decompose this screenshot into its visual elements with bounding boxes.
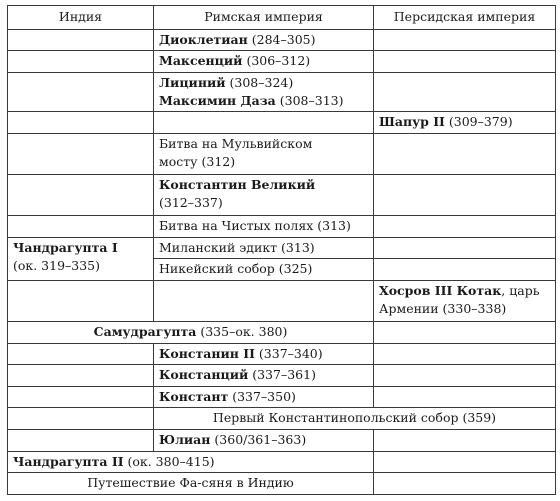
ruler-name: Чандрагупта I (13, 239, 118, 255)
ruler-years: (306–312) (242, 53, 311, 69)
cell-persia (374, 280, 556, 321)
cell-rome (154, 29, 374, 51)
ruler-years: (335–ок. 380) (196, 323, 288, 339)
cell-india (8, 343, 154, 365)
ruler-line (159, 92, 368, 110)
ruler-name: Самудрагупта (93, 323, 197, 339)
table-row (8, 451, 556, 473)
cell-rome (154, 280, 374, 321)
cell-india (8, 112, 154, 134)
cell-india (8, 215, 154, 237)
ruler-name: Юлиан (159, 432, 211, 447)
ruler-name: Лициний (159, 74, 226, 90)
table-row (8, 343, 556, 365)
table-row (8, 473, 556, 495)
table-row (8, 386, 556, 408)
cell-rome: Битва на Чистых полях (313) (154, 215, 374, 237)
cell-rome: Никейский собор (325) (154, 259, 374, 281)
cell-india (8, 430, 154, 452)
table-header-row (8, 6, 556, 30)
ruler-years: (337–350) (228, 388, 296, 404)
cell-persia (374, 451, 556, 473)
cell-rome (154, 51, 374, 73)
cell-india (8, 386, 154, 408)
header-rome: Римская империя (154, 6, 374, 30)
cell-india (8, 280, 154, 321)
ruler-line (159, 74, 368, 92)
table-row (8, 430, 556, 452)
cell-india (8, 365, 154, 387)
ruler-years: (337–340) (254, 345, 323, 361)
table-row (8, 72, 556, 111)
cell-india-rome (8, 451, 374, 473)
ruler-name: Шапур II (379, 114, 445, 129)
table-row (8, 133, 556, 174)
ruler-years: (312–337) (159, 194, 223, 210)
cell-rome (154, 133, 374, 174)
ruler-name: Констант (159, 388, 229, 404)
cell-rome (154, 386, 374, 408)
cell-india (8, 133, 154, 174)
ruler-years: (ок. 319–335) (13, 257, 101, 273)
table-row (8, 321, 556, 343)
cell-persia (374, 343, 556, 365)
ruler-years: (308–313) (275, 92, 344, 108)
cell-persia (374, 51, 556, 73)
cell-rome (154, 174, 374, 215)
ruler-name: Констанин II (159, 345, 255, 361)
ruler-name: Констанций (159, 367, 249, 383)
ruler-name: Чандрагупта II (13, 453, 124, 469)
cell-india (8, 174, 154, 215)
cell-persia (374, 215, 556, 237)
cell-india (8, 51, 154, 73)
cell-rome (154, 365, 374, 387)
event-line: Битва на Мульвийском (159, 135, 313, 151)
ruler-years: (284–305) (247, 31, 316, 47)
table-row (8, 174, 556, 215)
cell-persia (374, 386, 556, 408)
cell-persia (374, 473, 556, 495)
cell-rome: Миланский эдикт (313) (154, 237, 374, 259)
cell-rome (154, 112, 374, 134)
cell-persia (374, 72, 556, 111)
ruler-line (159, 176, 368, 194)
cell-rome (154, 72, 374, 111)
cell-india (8, 408, 154, 430)
ruler-years: (309–379) (444, 114, 513, 129)
table-row (8, 237, 556, 259)
table-row (8, 365, 556, 387)
table-row (8, 29, 556, 51)
cell-persia (374, 174, 556, 215)
cell-rome (154, 343, 374, 365)
table-row (8, 215, 556, 237)
cell-persia (374, 430, 556, 452)
ruler-name: Диоклетиан (159, 31, 248, 47)
history-table (7, 5, 556, 495)
cell-rome (154, 430, 374, 452)
ruler-years: (337–361) (248, 367, 316, 383)
ruler-years: (308–324) (225, 74, 294, 90)
table-row (8, 51, 556, 73)
cell-persia (374, 321, 556, 343)
cell-persia (374, 237, 556, 259)
ruler-years: (360/361–363) (210, 432, 307, 447)
ruler-line (379, 282, 550, 300)
cell-rome-persia: Первый Константинопольский собор (359) (154, 408, 556, 430)
cell-india (8, 72, 154, 111)
cell-persia (374, 133, 556, 174)
table-row (8, 112, 556, 134)
table-row (8, 408, 556, 430)
cell-india (8, 237, 154, 280)
event-line: мосту (312) (159, 153, 236, 169)
table-row (8, 280, 556, 321)
ruler-line (13, 239, 148, 257)
ruler-years: (ок. 380–415) (123, 453, 215, 469)
cell-persia (374, 259, 556, 281)
cell-india (8, 29, 154, 51)
cell-persia (374, 112, 556, 134)
header-persia: Персидская империя (374, 6, 556, 30)
ruler-title: , царь (501, 282, 540, 298)
ruler-years: Армении (330–338) (379, 300, 507, 316)
cell-india-rome: Путешествие Фа-сяня в Индию (8, 473, 374, 495)
ruler-name: Максенций (159, 53, 243, 69)
cell-persia (374, 29, 556, 51)
ruler-name: Хосров III Котак (379, 282, 502, 298)
cell-persia (374, 365, 556, 387)
cell-india-rome (8, 321, 374, 343)
ruler-name: Константин Великий (159, 176, 316, 192)
header-india: Индия (8, 6, 154, 30)
ruler-name: Максимин Даза (159, 92, 276, 108)
